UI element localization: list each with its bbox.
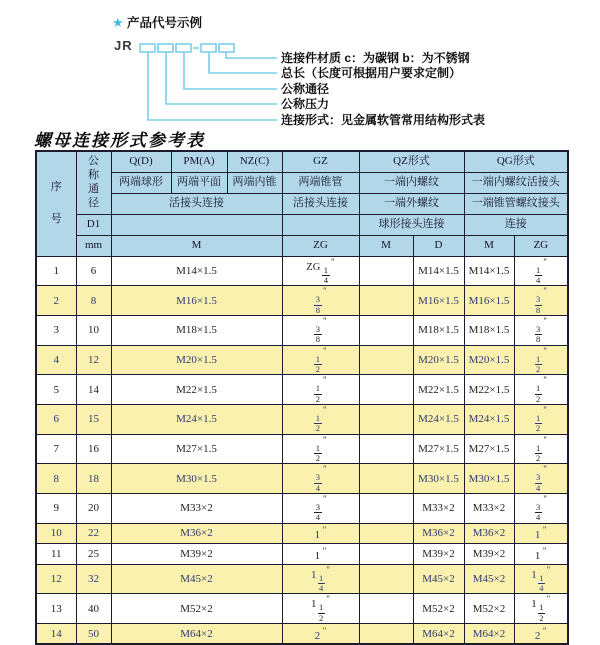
cell-zg: $\frac{1}{2}$ "	[282, 404, 359, 434]
cell-dn: 40	[76, 594, 111, 624]
cell-qg_zg: $\frac{3}{4}$ "	[514, 494, 568, 524]
cell-qg_m: M45×2	[464, 564, 514, 594]
header-qz-form: QZ形式	[359, 151, 464, 172]
cell-qg_m: M52×2	[464, 594, 514, 624]
cell-qg_m: M20×1.5	[464, 345, 514, 375]
cell-qg_m: M24×1.5	[464, 404, 514, 434]
table-body	[36, 256, 568, 644]
cell-qz_m	[359, 315, 413, 345]
header-qz-m: M	[359, 235, 413, 256]
cell-m: M39×2	[111, 544, 282, 565]
cell-zg: 1 $\frac{1}{2}$ "	[282, 594, 359, 624]
table-row	[36, 544, 568, 565]
cell-m: M33×2	[111, 494, 282, 524]
table-row	[36, 256, 568, 286]
cell-qg_zg: $\frac{3}{8}$ "	[514, 315, 568, 345]
table-row	[36, 315, 568, 345]
cell-dn: 10	[76, 315, 111, 345]
header-mm: mm	[76, 235, 111, 256]
cell-dn: 18	[76, 464, 111, 494]
table-row	[36, 494, 568, 524]
header-gz: GZ	[282, 151, 359, 172]
cell-seq: 11	[36, 544, 76, 565]
cell-qg_zg: $\frac{1}{2}$ "	[514, 434, 568, 464]
cell-qz_d: M30×1.5	[413, 464, 464, 494]
header-union-gz: 活接头连接	[282, 193, 359, 214]
cell-qz_m	[359, 286, 413, 316]
table-row	[36, 345, 568, 375]
label-material: 连接件材质 c：为碳钢 b：为不锈钢	[281, 51, 470, 65]
cell-seq: 14	[36, 624, 76, 645]
example-title: 产品代号示例	[127, 16, 203, 30]
cell-zg: $\frac{3}{4}$ "	[282, 494, 359, 524]
table-row	[36, 464, 568, 494]
cell-qz_m	[359, 464, 413, 494]
table-title: 螺母连接形式参考表	[34, 131, 205, 150]
cell-qg_zg: 2 "	[514, 624, 568, 645]
cell-dn: 25	[76, 544, 111, 565]
connector-line-length	[209, 52, 277, 73]
code-prefix: JR	[114, 38, 133, 53]
cell-qg_m: M36×2	[464, 523, 514, 544]
cell-qg_zg: 1 $\frac{1}{2}$ "	[514, 594, 568, 624]
table-row	[36, 375, 568, 405]
header-qz-desc2: 一端外螺纹	[359, 193, 464, 214]
cell-qz_d: M33×2	[413, 494, 464, 524]
cell-zg: $\frac{1}{2}$ "	[282, 434, 359, 464]
cell-dn: 15	[76, 404, 111, 434]
cell-zg: 1 $\frac{1}{4}$ "	[282, 564, 359, 594]
cell-qz_m	[359, 256, 413, 286]
cell-dn: 32	[76, 564, 111, 594]
header-d1: D1	[76, 214, 111, 235]
cell-zg: $\frac{3}{8}$ "	[282, 315, 359, 345]
cell-qz_d: M64×2	[413, 624, 464, 645]
cell-qg_m: M30×1.5	[464, 464, 514, 494]
cell-qg_zg: $\frac{1}{2}$ "	[514, 375, 568, 405]
cell-qg_zg: $\frac{3}{8}$ "	[514, 286, 568, 316]
header-pm-desc: 两端平面	[171, 172, 227, 193]
cell-qz_d: M39×2	[413, 544, 464, 565]
label-connection-form: 连接形式：见金属软管常用结构形式表	[281, 113, 486, 127]
empty-cell	[111, 214, 282, 235]
cell-seq: 8	[36, 464, 76, 494]
cell-qz_m	[359, 404, 413, 434]
cell-qg_zg: $\frac{3}{4}$ "	[514, 464, 568, 494]
cell-dn: 22	[76, 523, 111, 544]
header-pm: PM(A)	[171, 151, 227, 172]
cell-dn: 16	[76, 434, 111, 464]
label-nominal-pressure: 公称压力	[281, 97, 330, 111]
cell-seq: 9	[36, 494, 76, 524]
cell-seq: 5	[36, 375, 76, 405]
cell-seq: 6	[36, 404, 76, 434]
cell-qz_d: M20×1.5	[413, 345, 464, 375]
cell-m: M20×1.5	[111, 345, 282, 375]
cell-qz_d: M27×1.5	[413, 434, 464, 464]
header-nz: NZ(C)	[227, 151, 282, 172]
cell-m: M22×1.5	[111, 375, 282, 405]
cell-m: M52×2	[111, 594, 282, 624]
cell-zg: 1 "	[282, 523, 359, 544]
header-qg-conn: 连接	[464, 214, 568, 235]
cell-zg: $\frac{3}{4}$ "	[282, 464, 359, 494]
code-box-3	[176, 44, 191, 52]
label-nominal-diameter: 公称通径	[281, 82, 330, 96]
header-zg-gz: ZG	[282, 235, 359, 256]
header-q: Q(D)	[111, 151, 171, 172]
label-total-length: 总长（长度可根据用户要求定制）	[281, 66, 462, 80]
cell-dn: 14	[76, 375, 111, 405]
table-row	[36, 286, 568, 316]
cell-zg: 1 "	[282, 544, 359, 565]
code-box-5	[219, 44, 234, 52]
connector-line-pressure	[166, 52, 277, 104]
cell-seq: 13	[36, 594, 76, 624]
header-qg-desc1: 一端内螺纹活接头	[464, 172, 568, 193]
code-box-4	[201, 44, 216, 52]
cell-qz_d: M18×1.5	[413, 315, 464, 345]
header-nz-desc: 两端内锥	[227, 172, 282, 193]
cell-m: M14×1.5	[111, 256, 282, 286]
cell-qg_m: M18×1.5	[464, 315, 514, 345]
header-union-left: 活接头连接	[111, 193, 282, 214]
cell-seq: 4	[36, 345, 76, 375]
cell-qg_zg: 1 $\frac{1}{4}$ "	[514, 564, 568, 594]
cell-qz_m	[359, 523, 413, 544]
header-qz-desc1: 一端内螺纹	[359, 172, 464, 193]
cell-qz_m	[359, 624, 413, 645]
table-row	[36, 624, 568, 645]
cell-dn: 50	[76, 624, 111, 645]
cell-seq: 10	[36, 523, 76, 544]
cell-qz_d: M45×2	[413, 564, 464, 594]
cell-qg_m: M27×1.5	[464, 434, 514, 464]
cell-qg_m: M22×1.5	[464, 375, 514, 405]
header-dn: 公称通径	[76, 151, 111, 214]
cell-m: M36×2	[111, 523, 282, 544]
cell-m: M64×2	[111, 624, 282, 645]
cell-m: M27×1.5	[111, 434, 282, 464]
cell-qz_d: M36×2	[413, 523, 464, 544]
cell-dn: 12	[76, 345, 111, 375]
cell-seq: 3	[36, 315, 76, 345]
header-qz-conn: 球形接头连接	[359, 214, 464, 235]
connector-line-form	[148, 52, 277, 120]
cell-qg_m: M16×1.5	[464, 286, 514, 316]
table-row	[36, 404, 568, 434]
connector-line-material	[226, 52, 277, 58]
cell-qz_d: M14×1.5	[413, 256, 464, 286]
table-header	[36, 151, 568, 256]
header-qg-zg: ZG	[514, 235, 568, 256]
table-row	[36, 594, 568, 624]
cell-seq: 1	[36, 256, 76, 286]
cell-qz_m	[359, 345, 413, 375]
empty-cell	[282, 214, 359, 235]
cell-m: M24×1.5	[111, 404, 282, 434]
cell-qz_d: M16×1.5	[413, 286, 464, 316]
code-box-1	[140, 44, 155, 52]
header-qg-form: QG形式	[464, 151, 568, 172]
cell-qg_m: M33×2	[464, 494, 514, 524]
cell-m: M16×1.5	[111, 286, 282, 316]
cell-qg_m: M14×1.5	[464, 256, 514, 286]
cell-qg_m: M39×2	[464, 544, 514, 565]
star-icon: ★	[112, 16, 124, 31]
cell-zg: 2 "	[282, 624, 359, 645]
cell-m: M30×1.5	[111, 464, 282, 494]
cell-qg_zg: 1 "	[514, 523, 568, 544]
cell-m: M45×2	[111, 564, 282, 594]
cell-qg_zg: $\frac{1}{2}$ "	[514, 404, 568, 434]
cell-zg: ZG $\frac{1}{4}$ "	[282, 256, 359, 286]
cell-qz_m	[359, 494, 413, 524]
cell-zg: $\frac{1}{2}$ "	[282, 375, 359, 405]
cell-seq: 2	[36, 286, 76, 316]
cell-qg_zg: $\frac{1}{4}$ "	[514, 256, 568, 286]
table-row	[36, 564, 568, 594]
cell-dn: 8	[76, 286, 111, 316]
header-seq: 序号	[36, 151, 76, 256]
header-gz-desc: 两端锥管	[282, 172, 359, 193]
cell-zg: $\frac{1}{2}$ "	[282, 345, 359, 375]
cell-qz_m	[359, 564, 413, 594]
cell-zg: $\frac{3}{8}$ "	[282, 286, 359, 316]
table-row	[36, 434, 568, 464]
cell-qz_m	[359, 594, 413, 624]
header-qg-desc2: 一端锥管螺纹接头	[464, 193, 568, 214]
cell-qg_zg: $\frac{1}{2}$ "	[514, 345, 568, 375]
header-qg-m: M	[464, 235, 514, 256]
cell-seq: 7	[36, 434, 76, 464]
cell-qg_m: M64×2	[464, 624, 514, 645]
cell-qz_m	[359, 544, 413, 565]
header-qz-d: D	[413, 235, 464, 256]
cell-qz_m	[359, 434, 413, 464]
header-q-desc: 两端球形	[111, 172, 171, 193]
nut-connection-table	[35, 150, 569, 645]
cell-m: M18×1.5	[111, 315, 282, 345]
header-m-left: M	[111, 235, 282, 256]
cell-qz_d: M24×1.5	[413, 404, 464, 434]
code-box-2	[158, 44, 173, 52]
cell-qz_m	[359, 375, 413, 405]
cell-qg_zg: 1 "	[514, 544, 568, 565]
cell-qz_d: M52×2	[413, 594, 464, 624]
cell-seq: 12	[36, 564, 76, 594]
cell-dn: 6	[76, 256, 111, 286]
cell-qz_d: M22×1.5	[413, 375, 464, 405]
cell-dn: 20	[76, 494, 111, 524]
table-row	[36, 523, 568, 544]
